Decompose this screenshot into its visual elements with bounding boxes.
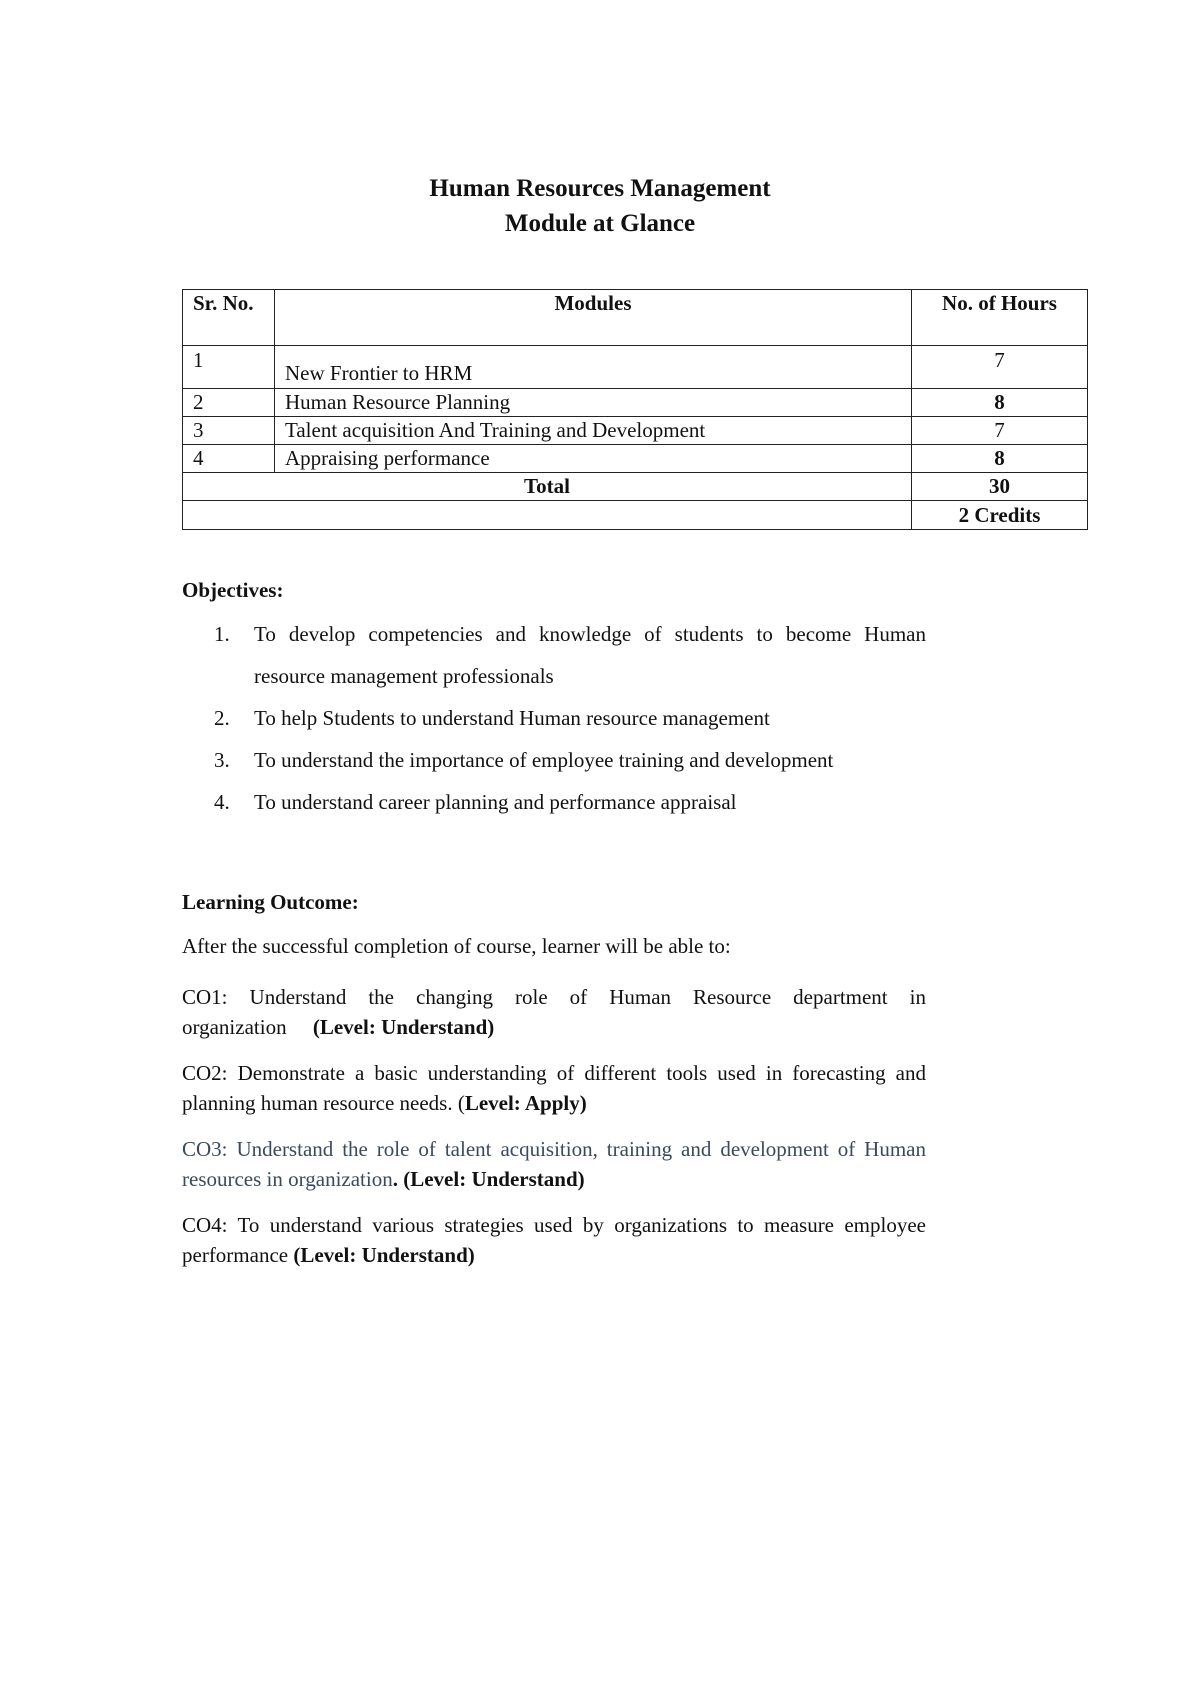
cell-sr: 4: [183, 445, 275, 473]
table-credits-row: [183, 501, 1088, 530]
table-total-row: [183, 473, 1088, 501]
list-item: [214, 613, 926, 697]
outcome-text: CO4: To understand various strategies used by organizations to measure employee performance: [182, 1213, 926, 1267]
table-row: [183, 445, 1088, 473]
cell-hours: 8: [912, 445, 1088, 473]
table-row: [183, 346, 1088, 389]
outcome-level: (Level: Understand): [312, 1015, 495, 1039]
total-hours: 30: [912, 473, 1088, 501]
outcome-co1: [182, 982, 926, 1042]
cell-sr: 2: [183, 389, 275, 417]
list-item: [214, 739, 926, 781]
table-header-row: [183, 290, 1088, 346]
cell-module: Appraising performance: [275, 445, 912, 473]
header-sr-no: Sr. No.: [183, 290, 275, 346]
list-number: 4.: [214, 790, 230, 814]
list-number: 1.: [214, 622, 230, 646]
list-text: To understand the importance of employee training and development: [254, 748, 834, 772]
list-number: 2.: [214, 706, 230, 730]
credits-empty-cell: [183, 501, 912, 530]
outcome-level: Level: Apply): [464, 1091, 587, 1115]
cell-hours: 7: [912, 346, 1088, 389]
outcome-text: CO3: Understand the role of talent acquisition, training and development of Human resources in organization: [182, 1137, 926, 1191]
cell-hours: 8: [912, 389, 1088, 417]
objectives-list: [214, 613, 926, 823]
learning-outcome-intro: After the successful completion of course, learner will be able to:: [182, 934, 731, 958]
cell-module: New Frontier to HRM: [275, 346, 912, 389]
credits-value: 2 Credits: [912, 501, 1088, 530]
table-row: [183, 417, 1088, 445]
table-row: [183, 389, 1088, 417]
outcome-co3: [182, 1134, 926, 1194]
list-text: To develop competencies and knowledge of students to become Human resource management professionals: [254, 622, 926, 688]
header-hours: No. of Hours: [912, 290, 1088, 346]
cell-module: Talent acquisition And Training and Development: [275, 417, 912, 445]
learning-outcome-heading: Learning Outcome:: [182, 890, 359, 914]
cell-module: Human Resource Planning: [275, 389, 912, 417]
outcome-level: (Level: Understand): [293, 1243, 475, 1267]
modules-table: [182, 289, 1088, 530]
document-title: Human Resources Management: [429, 175, 771, 202]
outcome-text: CO1: Understand the changing role of Human Resource department in organization: [182, 985, 926, 1039]
list-number: 3.: [214, 748, 230, 772]
list-text: To understand career planning and performance appraisal: [254, 790, 737, 814]
header-modules: Modules: [275, 290, 912, 346]
outcome-co4: [182, 1210, 926, 1270]
total-label: Total: [183, 473, 912, 501]
list-text: To help Students to understand Human resource management: [254, 706, 770, 730]
document-subtitle: Module at Glance: [504, 210, 696, 237]
objectives-heading: Objectives:: [182, 578, 284, 602]
cell-sr: 1: [183, 346, 275, 389]
outcome-text: CO2: Demonstrate a basic understanding of different tools used in forecasting and planning human resource needs. (: [182, 1061, 926, 1115]
outcome-level: . (Level: Understand): [392, 1167, 585, 1191]
cell-sr: 3: [183, 417, 275, 445]
cell-hours: 7: [912, 417, 1088, 445]
list-item: [214, 697, 926, 739]
outcome-co2: [182, 1058, 926, 1118]
list-item: [214, 781, 926, 823]
